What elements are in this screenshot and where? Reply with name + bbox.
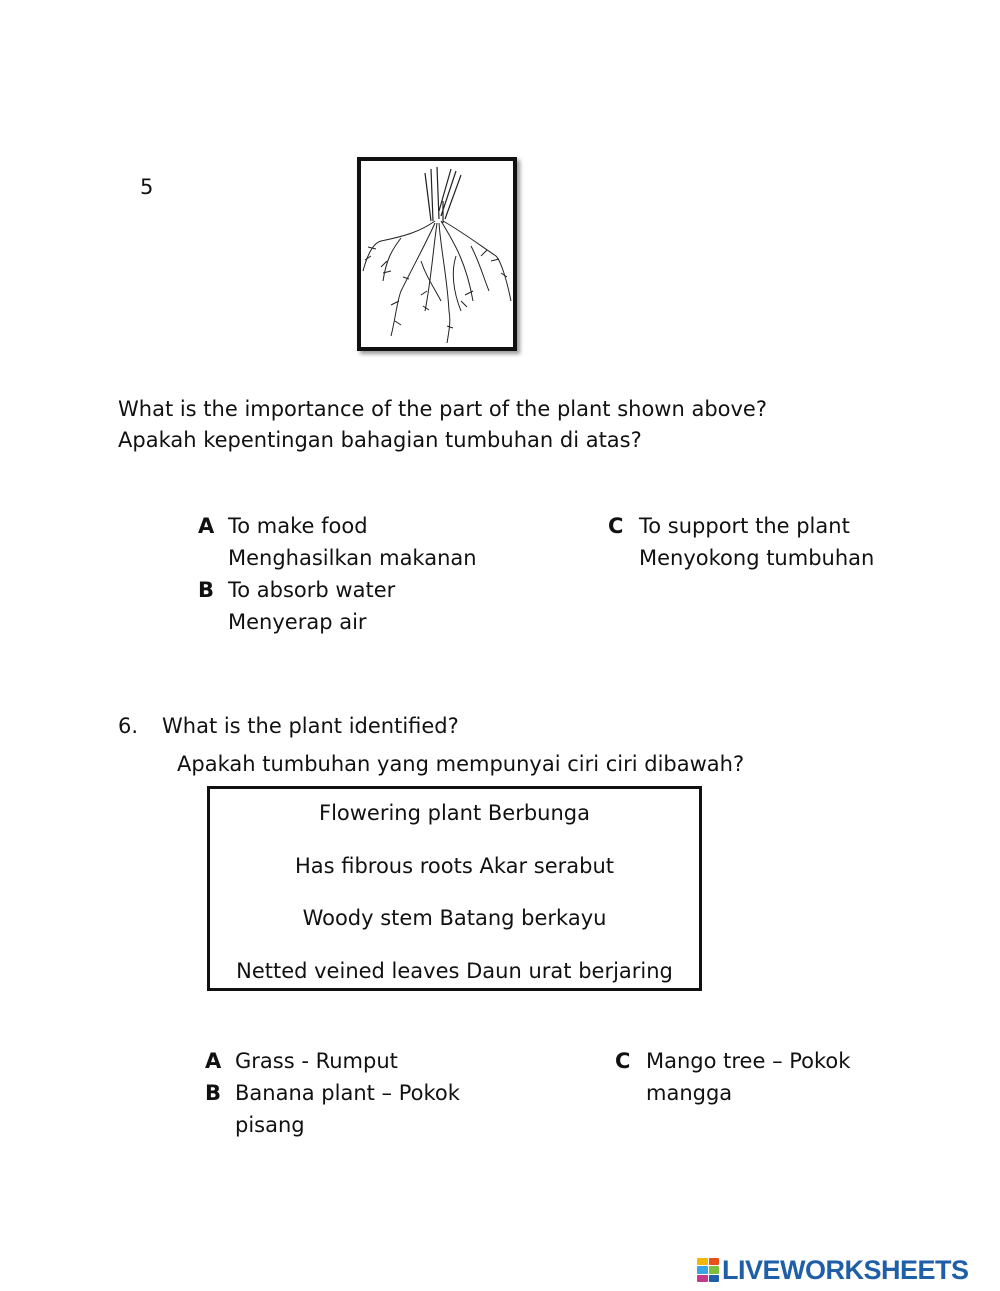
liveworksheets-brand[interactable] <box>697 1255 969 1285</box>
brand-name: LIVEWORKSHEETS <box>722 1254 969 1285</box>
option-b-ms[interactable]: Menyerap air <box>228 610 367 634</box>
option-b-en[interactable]: To absorb water <box>228 578 396 602</box>
characteristic-item: Netted veined leaves Daun urat berjaring <box>236 959 673 983</box>
logo-block <box>709 1258 720 1265</box>
option-letter: B <box>205 1081 222 1105</box>
option-letter: C <box>608 514 624 538</box>
fibrous-roots-image <box>357 157 517 351</box>
logo-block <box>709 1266 720 1273</box>
characteristic-item: Woody stem Batang berkayu <box>302 906 607 930</box>
option-a-en[interactable]: To make food <box>228 514 368 538</box>
option-c-text-cont[interactable]: mangga <box>646 1081 733 1105</box>
option-letter: B <box>198 578 215 602</box>
characteristic-item: Flowering plant Berbunga <box>318 801 590 825</box>
option-letter: A <box>198 514 215 538</box>
question-6-number: 6. <box>118 714 139 738</box>
fibrous-roots-icon <box>361 161 513 347</box>
option-c-text[interactable]: Mango tree – Pokok <box>646 1049 851 1073</box>
logo-block <box>709 1275 720 1282</box>
characteristic-item: Has fibrous roots Akar serabut <box>294 854 615 878</box>
logo-block <box>697 1275 708 1282</box>
option-c-en[interactable]: To support the plant <box>639 514 850 538</box>
characteristics-box <box>207 786 702 991</box>
question-5-text-ms: Apakah kepentingan bahagian tumbuhan di atas? <box>118 428 642 452</box>
question-6-text-en: What is the plant identified? <box>162 714 459 738</box>
option-a-text[interactable]: Grass - Rumput <box>235 1049 398 1073</box>
option-b-text-cont[interactable]: pisang <box>235 1113 305 1137</box>
liveworksheets-logo-icon <box>697 1258 719 1282</box>
option-letter: A <box>205 1049 222 1073</box>
option-a-ms[interactable]: Menghasilkan makanan <box>228 546 477 570</box>
option-b-text[interactable]: Banana plant – Pokok <box>235 1081 460 1105</box>
question-6-text-ms: Apakah tumbuhan yang mempunyai ciri ciri dibawah? <box>177 752 745 776</box>
option-letter: C <box>615 1049 631 1073</box>
option-c-ms[interactable]: Menyokong tumbuhan <box>639 546 875 570</box>
question-5-text-en: What is the importance of the part of the plant shown above? <box>118 397 768 421</box>
question-5-number: 5 <box>140 175 154 199</box>
logo-block <box>697 1258 708 1265</box>
logo-block <box>697 1266 708 1273</box>
